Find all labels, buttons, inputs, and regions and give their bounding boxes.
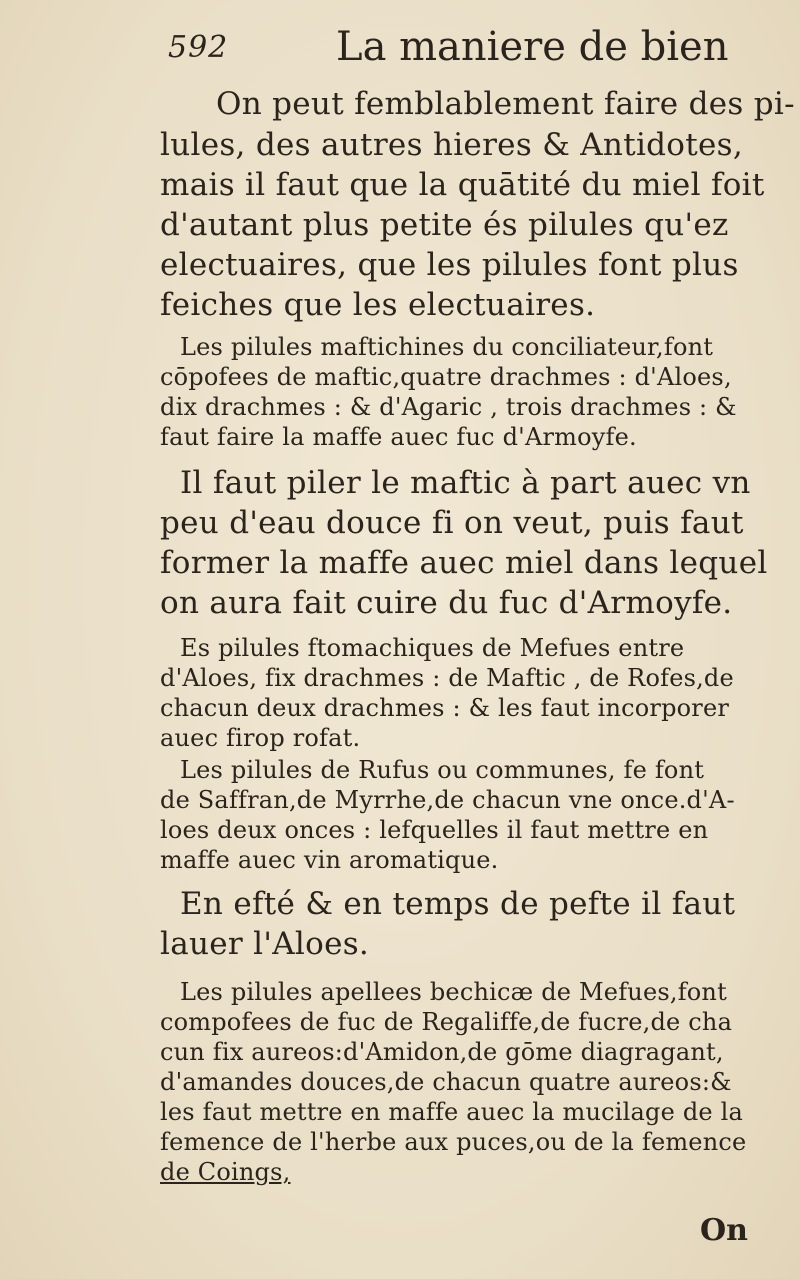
text-line: On peut femblablement faire des pi- — [216, 86, 795, 122]
text-line: compofees de fuc de Regaliffe,de fucre,de cha — [160, 1008, 733, 1036]
text-line: Il faut piler le maftic à part auec vn — [180, 465, 751, 501]
text-line: chacun deux drachmes : & les faut incorporer — [160, 694, 730, 722]
text-line: dix drachmes : & d'Agaric , trois drachmes : & — [160, 393, 737, 421]
text-line: electuaires, que les pilules font plus — [160, 247, 739, 283]
text-line: d'amandes douces,de chacun quatre aureos:& — [160, 1068, 732, 1096]
text-line: cōpofees de maftic,quatre drachmes : d'Aloes, — [160, 363, 732, 391]
text-line: Les pilules apellees bechicæ de Mefues,font — [180, 978, 727, 1006]
text-line: auec firop rofat. — [160, 724, 361, 752]
text-line: femence de l'herbe aux puces,ou de la femence — [160, 1128, 747, 1156]
text-line: de Coings, — [160, 1158, 291, 1186]
text-line: lauer l'Aloes. — [160, 926, 370, 962]
text-line: Es pilules ftomachiques de Mefues entre — [180, 634, 685, 662]
text-line: maffe auec vin aromatique. — [160, 846, 499, 874]
text-line: Les pilules de Rufus ou communes, fe font — [180, 756, 705, 784]
text-line: Les pilules maftichines du conciliateur,font — [180, 333, 714, 361]
text-line: mais il faut que la quātité du miel foit — [160, 167, 765, 203]
text-line: former la maffe auec miel dans lequel — [160, 545, 768, 581]
text-line: feiches que les electuaires. — [160, 287, 596, 323]
text-line: cun fix aureos:d'Amidon,de gōme diagragant, — [160, 1038, 724, 1066]
text-line: on aura fait cuire du fuc d'Armoyfe. — [160, 585, 733, 621]
text-line: les faut mettre en maffe auec la mucilage de la — [160, 1098, 743, 1126]
text-line: faut faire la maffe auec fuc d'Armoyfe. — [160, 423, 637, 451]
text-line: En efté & en temps de pefte il faut — [180, 886, 736, 922]
text-line: lules, des autres hieres & Antidotes, — [160, 127, 744, 163]
text-line: loes deux onces : lefquelles il faut mettre en — [160, 816, 709, 844]
page-number: 592 — [168, 30, 229, 65]
page-header — [168, 20, 728, 76]
text-line: d'autant plus petite és pilules qu'ez — [160, 207, 729, 243]
catchword: On — [700, 1213, 748, 1248]
running-title: La maniere de bien — [336, 24, 729, 70]
text-line: d'Aloes, fix drachmes : de Maftic , de Rofes,de — [160, 664, 734, 692]
text-line: peu d'eau douce fi on veut, puis faut — [160, 505, 744, 541]
text-line: de Saffran,de Myrrhe,de chacun vne once.d'A- — [160, 786, 735, 814]
